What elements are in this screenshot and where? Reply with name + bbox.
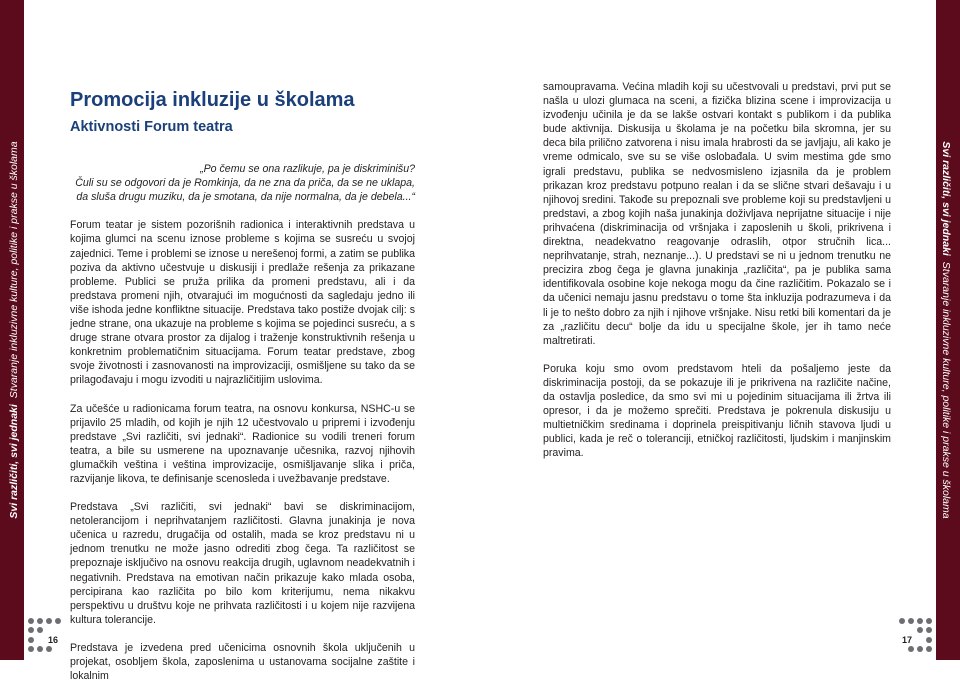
decor-dot <box>28 646 34 652</box>
decor-dot <box>926 646 932 652</box>
sidebar-italic-subtitle-right: Stvaranje inkluzivne kulture, politike i prakse u školama <box>940 261 952 519</box>
body-paragraph: samoupravama. Većina mladih koji su učestvovali u predstavi, prvi put se našla u ulozi glumaca na sceni, a fizička blizina scene i improvizacija u izvođenju učinila je da se lakše ostvari kontakt s publikom i da publika bude aktivnija. Diskusija u školama je na početku bila skromna, jer su deca bila prilično zatvorena i nisu imala hrabrosti da se javljaju, ali kako je vreme odmicalo, sve su se više oslobađala. U svim mestima gde smo igrali predstavu, publika se nedvosmisleno izjasnila da je problem prikazan kroz predstavu potpuno realan i da se slične stvari dešavaju i u njihovoj sredini. Takođe su prepoznali sve probleme koji su predstavljeni u predstavi, a zbog kojih naša junakinja doživljava neprijatne situacije i nije prihvaćena (diskriminacija od vršnjaka i zaposlenih u školi, prikrivena i direktna, neadekvatno reagovanje odraslih, otpor stručnih lica... neprihvatanje, strah, neznanje...). U predstavi se ni u jednom trenutku ne precizira zbog čega je glavna junakinja „različita“, pa je publika sama identifikovala osobine koje nekoga mogu da čine različitim. Pokazalo se i da učenici nemaju jasnu predstavu o tome šta inkluzija podrazumeva i da li je to nešto dobro za njih i njihove vršnjake. Nisu retki bili komentari da je za „različitu decu“ bolje da idu u specijalne škole, jer ih tamo neće maltretirati. <box>543 81 891 347</box>
left-sidebar-band <box>0 0 24 660</box>
decor-dot <box>46 646 52 652</box>
decor-dot <box>917 627 923 633</box>
decor-dot <box>917 646 923 652</box>
right-footer-dots <box>888 618 932 652</box>
body-paragraph: Predstava je izvedena pred učenicima osnovnih škola uključenih u projekat, osobljem škola, zaposlenima u ustanovama socijalne zaštite i lokalnim <box>70 641 415 683</box>
decor-dot <box>908 646 914 652</box>
decor-dot <box>37 646 43 652</box>
body-paragraph: Poruka koju smo ovom predstavom hteli da pošaljemo jeste da diskriminacija postoji, da se pokazuje ili je prikrivena na različite načine, da ostavlja posledice, da smo svi mi u pojedinim situacijama ili žrtva ili opresor, i da je možemo sprečiti. Predstava je pokrenula diskusiju u multietničkim sredinama i doprinela preispitivanju ličnih stavova ljudi u publici, kada je reč o toleranciji, etničkoj različitosti, ljudskim i manjinskim pravima. <box>543 362 891 460</box>
decor-dot <box>917 618 923 624</box>
decor-dot <box>28 637 34 643</box>
decor-dot <box>37 618 43 624</box>
body-paragraph: Predstava „Svi različiti, svi jednaki“ bavi se diskriminacijom, netolerancijom i neprihvatanjem različitosti. Glavna junakinja je nova učenica u razredu, drugačija od ostalih, mada se kroz predstavu ni u jednom trenutku ne može jasno odrediti zbog čega. Ta različitost se prepoznaje isključivo na osnovu reakcija drugih, uglavnom neadekvatnih i negativnih. Predstava na emotivan način prikazuje kako mlada osoba, percipirana kao različita po bilo kom kriterijumu, nema nikakvu perspektivu u društvu koje ne prihvata različitosti i u kojem nije razvijena kultura tolerancije. <box>70 501 415 626</box>
left-footer-dots <box>28 618 72 652</box>
quote-line: „Po čemu se ona razlikuje, pa je diskriminišu? <box>200 163 415 176</box>
decor-dot <box>908 618 914 624</box>
page-number: 17 <box>896 635 918 645</box>
decor-dot <box>37 627 43 633</box>
page-number: 16 <box>42 635 64 645</box>
decor-dot <box>926 637 932 643</box>
decor-dot <box>899 618 905 624</box>
decor-dot <box>55 618 61 624</box>
page-title: Promocija inkluzije u školama <box>70 89 355 111</box>
sidebar-bold-title: Svi različiti, svi jednaki <box>8 404 20 519</box>
body-paragraph: Za učešće u radionicama forum teatra, na osnovu konkursa, NSHC-u se prijavilo 25 mladih, od kojih je njih 12 učestvovalo u pripremi i izvođenju predstave „Svi različiti, svi jednaki“. Radionice su vodili treneri forum teatra, a bile su usmerene na upoznavanje učesnika, razvoj njihovih glumačkih veština i veština improvizacije, osmišljavanje slika i priča, razvijanje likova, te definisanje scenosleda i uvežbavanje predstave. <box>70 402 415 485</box>
right-sidebar-band <box>936 0 960 660</box>
left-sidebar-text <box>2 0 26 660</box>
right-sidebar-text <box>934 0 958 660</box>
decor-dot <box>926 618 932 624</box>
right-page <box>543 80 891 474</box>
body-paragraph: Forum teatar je sistem pozorišnih radionica i interaktivnih predstava u kojima glumci na scenu iznose probleme s kojima se susreću u svojoj zajednici. Teme i problemi se iznose u nerešenoj formi, a zatim se publika poziva da aktivno učestvuje u diskusiji i predlaže rešenja za prikazane probleme. Publici se pruža prilika da promeni predstavu, ali i da predstava promeni njih, otvarajući im mogućnosti da sagledaju jedno ili više ishoda jedne konfliktne situacije. Predstava tako postiže dvojak cilj: s jedne strane, ona ukazuje na probleme s kojima se pojedinci susreću, a s druge strane otvara prostor za dijalog i traženje konstruktivnih rešenja u konkretnim problematičnim situacijama. Forum teatar predstave, zbog svoje životnosti i zasnovanosti na improvizaciji, osmišljene su tako da se prilagođavaju i mogu izvoditi u najrazličitijim uslovima. <box>70 219 415 387</box>
page-subtitle: Aktivnosti Forum teatra <box>70 119 233 135</box>
left-page <box>70 84 415 697</box>
quote-block <box>70 162 415 204</box>
quote-line: da sluša drugu muziku, da je smotana, da nije normalna, da je debela...“ <box>76 191 415 204</box>
quote-line: Čuli su se odgovori da je Romkinja, da ne zna da priča, da se ne uklapa, <box>75 177 415 190</box>
decor-dot <box>28 627 34 633</box>
decor-dot <box>926 627 932 633</box>
sidebar-bold-title-right: Svi različiti, svi jednaki <box>940 141 952 256</box>
sidebar-italic-subtitle: Stvaranje inkluzivne kulture, politike i prakse u školama <box>8 141 20 399</box>
decor-dot <box>28 618 34 624</box>
decor-dot <box>46 618 52 624</box>
